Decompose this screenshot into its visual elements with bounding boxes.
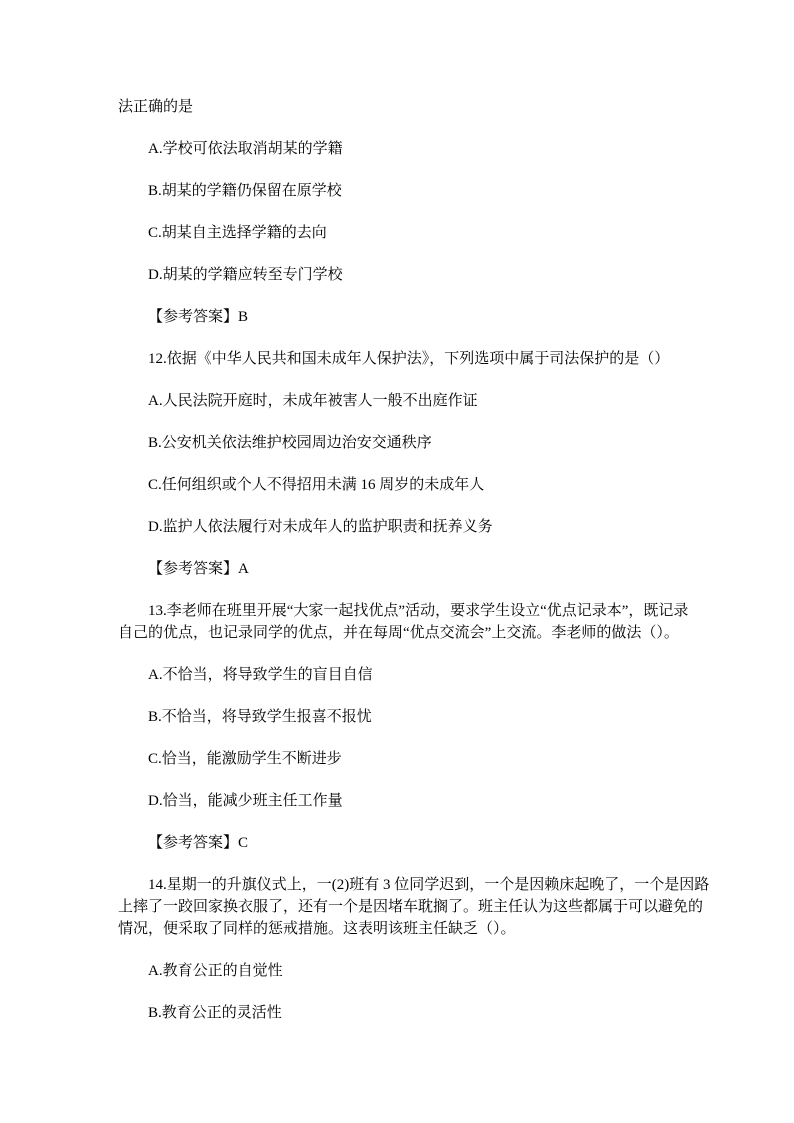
q11-option-d: D.胡某的学籍应转至专门学校 (148, 267, 343, 283)
q13-answer: 【参考答案】C (148, 835, 249, 851)
q13-option-b: B.不恰当，将导致学生报喜不报忧 (148, 709, 372, 725)
q12-stem: 12.依据《中华人民共和国未成年人保护法》，下列选项中属于司法保护的是（） (148, 351, 670, 367)
q11-option-c: C.胡某自主选择学籍的去向 (148, 225, 327, 241)
q12-option-a: A.人民法院开庭时，未成年被害人一般不出庭作证 (148, 393, 478, 409)
q12-option-c: C.任何组织或个人不得招用未满 16 周岁的未成年人 (148, 477, 485, 493)
q14-stem-line-3: 情况，便采取了同样的惩戒措施。这表明该班主任缺乏（）。 (118, 921, 516, 937)
document-content (118, 96, 738, 1044)
q14-stem-line-2: 上摔了一跤回家换衣服了，还有一个是因堵车耽搁了。班主任认为这些都属于可以避免的 (118, 899, 704, 915)
q13-option-a: A.不恰当，将导致学生的盲目自信 (148, 667, 373, 683)
q13-stem-line-2: 自己的优点，也记录同学的优点，并在每周“优点交流会”上交流。李老师的做法（）。 (118, 625, 679, 641)
q12-option-d: D.监护人依法履行对未成年人的监护职责和抚养义务 (148, 519, 493, 535)
q12-option-b: B.公安机关依法维护校园周边治安交通秩序 (148, 435, 432, 451)
q14-stem-line-1: 14.星期一的升旗仪式上，一(2)班有 3 位同学迟到，一个是因赖床起晚了，一个是因路 (148, 877, 710, 893)
q11-option-b: B.胡某的学籍仍保留在原学校 (148, 183, 342, 199)
q11-stem-continuation: 法正确的是 (118, 99, 194, 115)
q11-answer: 【参考答案】B (148, 309, 249, 325)
q13-option-d: D.恰当，能减少班主任工作量 (148, 793, 343, 809)
q11-option-a: A.学校可依法取消胡某的学籍 (148, 141, 343, 157)
q14-option-a: A.教育公正的自觉性 (148, 963, 283, 979)
q12-answer: 【参考答案】A (148, 561, 249, 577)
q13-stem-line-1: 13.李老师在班里开展“大家一起找优点”活动，要求学生设立“优点记录本”，既记录 (148, 603, 689, 619)
q13-option-c: C.恰当，能激励学生不断进步 (148, 751, 342, 767)
q14-option-b: B.教育公正的灵活性 (148, 1005, 282, 1021)
